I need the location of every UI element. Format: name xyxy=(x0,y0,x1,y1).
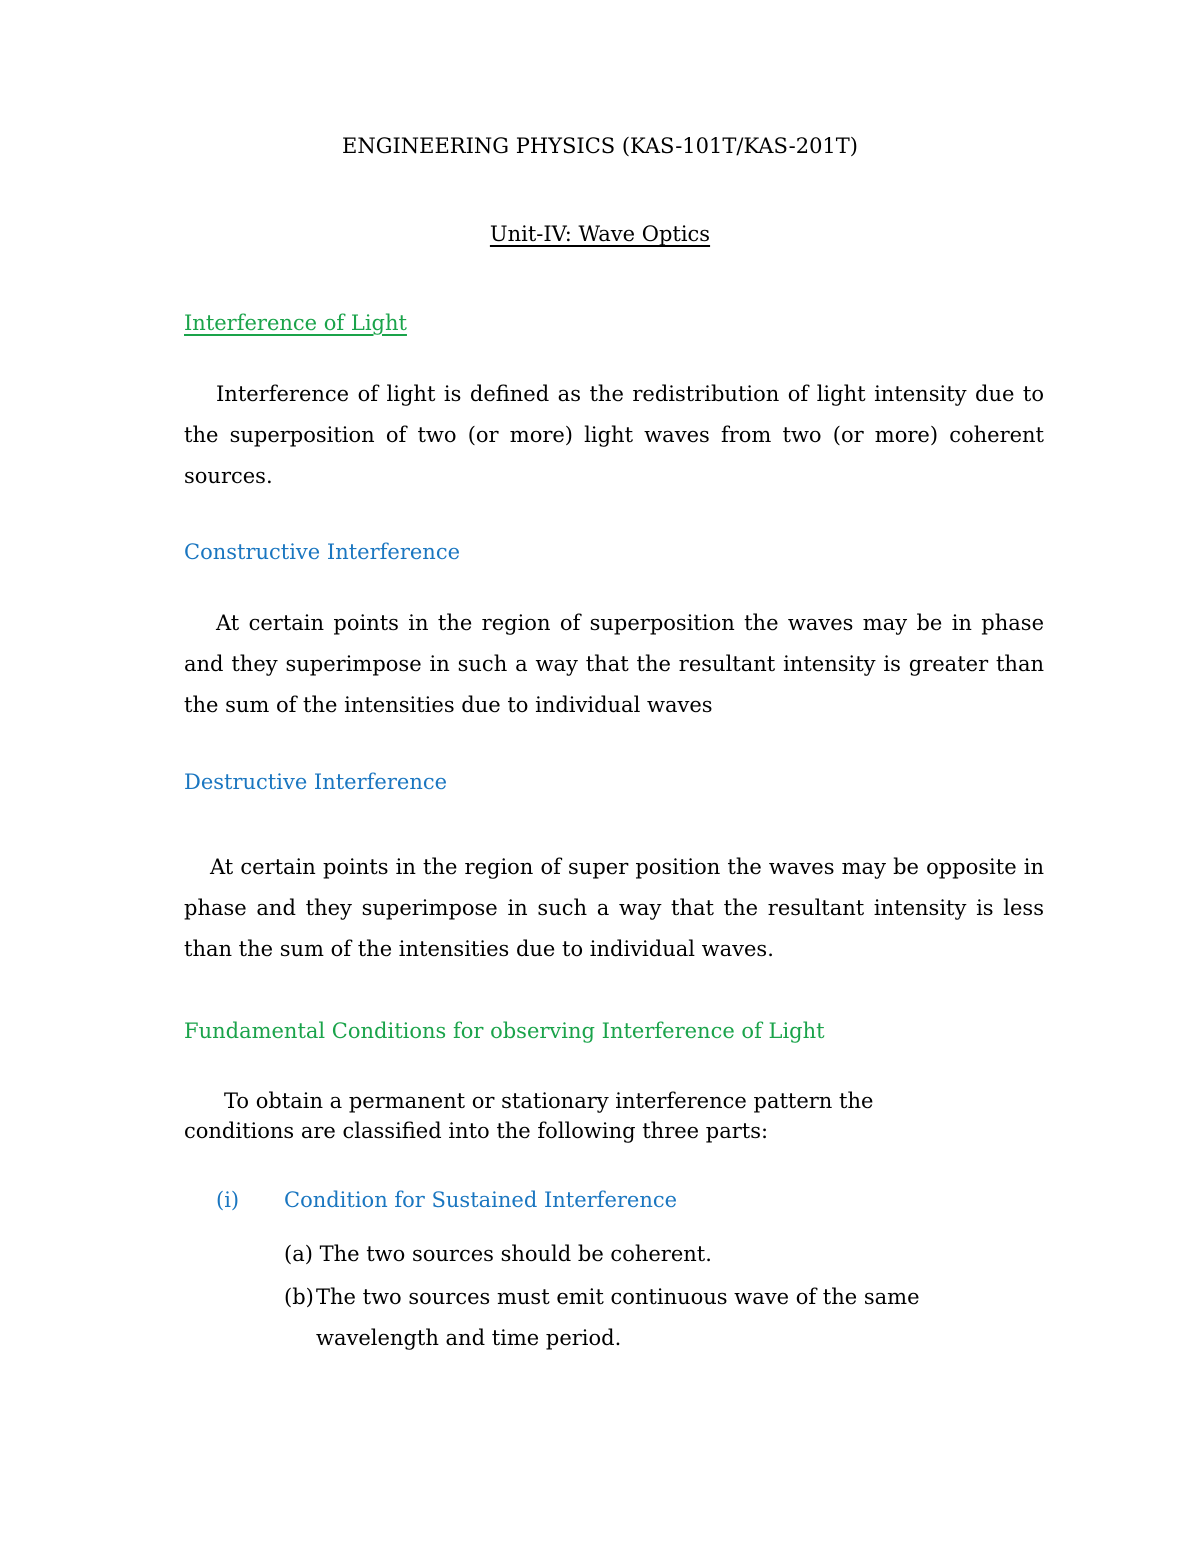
list-item xyxy=(284,1234,1004,1275)
heading-destructive-interference: Destructive Interference xyxy=(184,770,448,794)
paragraph-destructive-interference: At certain points in the region of super position the waves may be opposite in phase and they superimpose in such a way that the resultant intensity is less than the sum of the intensities due to individual waves. xyxy=(184,855,1044,961)
list-item-label: (a) xyxy=(284,1242,313,1266)
paragraph-constructive-interference: At certain points in the region of superposition the waves may be in phase and they superimpose in such a way that the resultant intensity is greater than the sum of the intensities due to individual waves xyxy=(184,611,1044,717)
condition-title: Condition for Sustained Interference xyxy=(284,1188,678,1212)
heading-constructive-interference: Constructive Interference xyxy=(184,540,461,564)
heading-interference-of-light: Interference of Light xyxy=(184,311,407,335)
condition-numeral: (i) xyxy=(216,1188,240,1212)
unit-title: Unit-IV: Wave Optics xyxy=(489,222,711,246)
heading-fundamental-conditions: Fundamental Conditions for observing Interference of Light xyxy=(184,1019,825,1043)
list-item xyxy=(284,1277,1004,1359)
course-title: ENGINEERING PHYSICS (KAS-101T/KAS-201T) xyxy=(341,134,858,158)
list-item-label: (b) xyxy=(284,1285,314,1309)
list-item-text: The two sources must emit continuous wave of the same wavelength and time period. xyxy=(316,1285,920,1350)
paragraph-interference-definition: Interference of light is defined as the redistribution of light intensity due to the superposition of two (or more) light waves from two (or more) coherent sources. xyxy=(184,382,1044,488)
paragraph-fundamental-conditions: To obtain a permanent or stationary interference pattern the conditions are classified into the following three parts: xyxy=(184,1089,874,1143)
list-item-text: The two sources should be coherent. xyxy=(319,1242,712,1266)
